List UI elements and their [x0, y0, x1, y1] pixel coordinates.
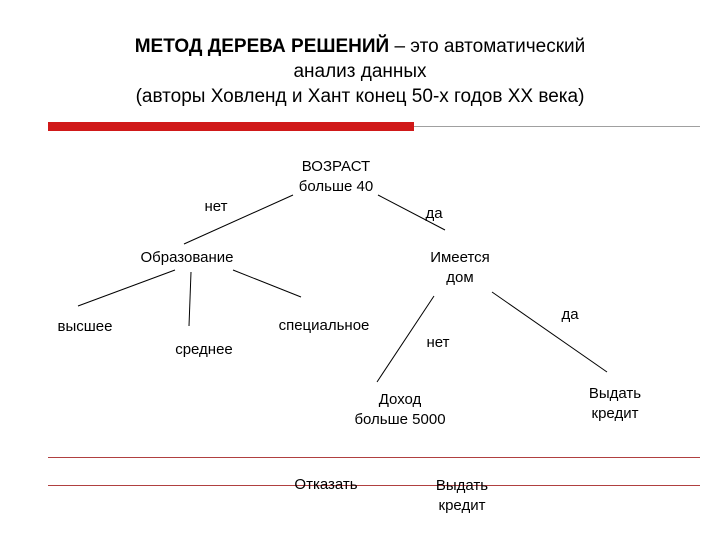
edge-label-yes: да: [425, 205, 443, 222]
node-income-line2: больше 5000: [354, 411, 446, 428]
node-house: [412, 248, 508, 288]
node-house-line1: Имеется: [430, 249, 490, 266]
edge-label-no: нет: [204, 198, 228, 215]
leaf-grant-credit-2-line1: Выдать: [435, 477, 489, 494]
leaf-grant-credit-1: [570, 384, 660, 424]
node-age-line2: больше 40: [298, 178, 374, 195]
leaf-higher: высшее: [57, 318, 113, 335]
leaf-grant-credit-2: [416, 476, 508, 516]
node-income: [334, 390, 466, 430]
node-income-line1: Доход: [378, 391, 422, 408]
title-bold: МЕТОД ДЕРЕВА РЕШЕНИЙ: [134, 36, 390, 57]
leaf-secondary: среднее: [175, 341, 233, 358]
node-age-line1: ВОЗРАСТ: [301, 158, 371, 175]
leaf-grant-credit-1-line2: кредит: [591, 405, 639, 422]
edge-label-house-yes: да: [561, 306, 579, 323]
node-education: Образование: [140, 249, 234, 266]
edge-education-secondary: [189, 272, 191, 326]
edge-house-grant: [492, 292, 607, 372]
leaf-refuse: Отказать: [294, 476, 358, 493]
title-line2: анализ данных: [293, 61, 427, 82]
bottom-rule-1: [48, 457, 700, 458]
edge-education-higher: [78, 270, 175, 306]
node-age: [268, 157, 404, 197]
edge-education-special: [233, 270, 301, 297]
leaf-grant-credit-1-line1: Выдать: [588, 385, 642, 402]
title-rest: – это автоматический: [389, 36, 586, 57]
node-house-line2: дом: [446, 269, 474, 286]
leaf-grant-credit-2-line2: кредит: [438, 497, 486, 514]
leaf-special: специальное: [278, 317, 370, 334]
bottom-rule-2: [48, 485, 700, 486]
title-line3: (авторы Ховленд и Хант конец 50-х годов XX века): [135, 86, 585, 107]
edge-label-house-no: нет: [426, 334, 450, 351]
